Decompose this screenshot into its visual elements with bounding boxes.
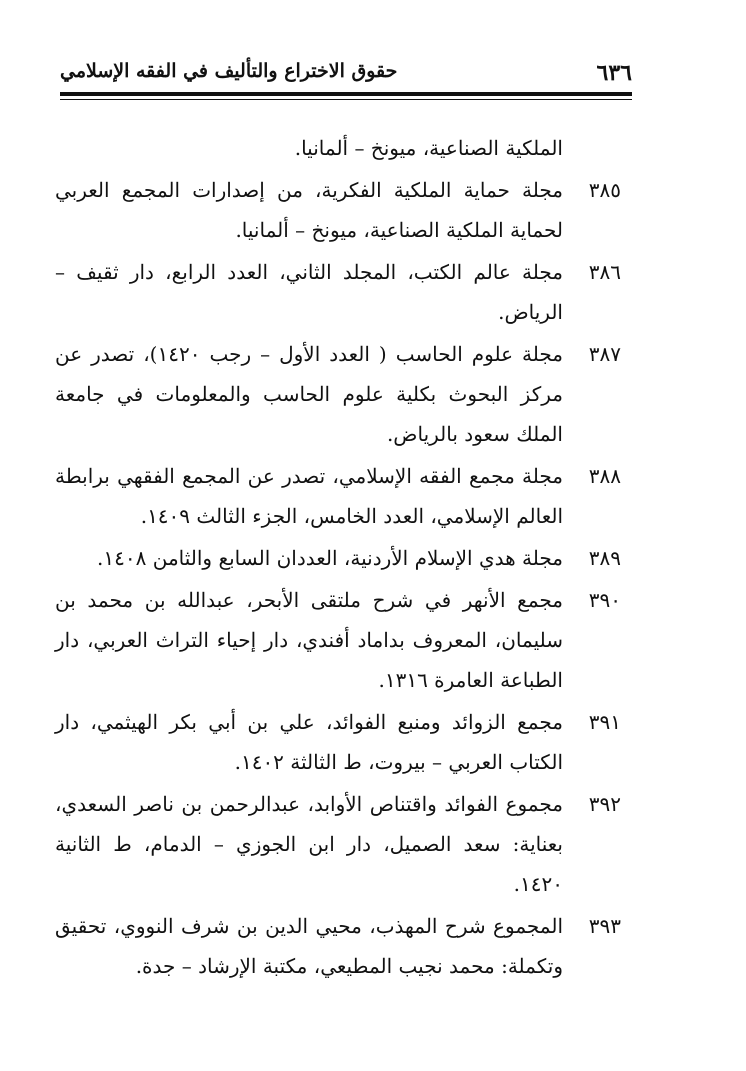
entry-text: مجلة حماية الملكية الفكرية، من إصدارات المجمع العربي لحماية الملكية الصناعية، ميونخ – ألمانيا.: [55, 178, 563, 242]
entry-number: ٣٨٦: [588, 260, 621, 284]
entry-text: مجمع الزوائد ومنبع الفوائد، علي بن أبي بكر الهيثمي، دار الكتاب العربي – بيروت، ط الثالثة ١٤٠٢.: [55, 710, 563, 774]
bibliography-entry: [55, 702, 635, 782]
entry-text: الملكية الصناعية، ميونخ – ألمانيا.: [294, 136, 563, 160]
entry-number: ٣٨٧: [588, 342, 621, 366]
header-rule-thin: [60, 99, 632, 100]
bibliography-entry: [55, 334, 635, 454]
entry-text: مجلة مجمع الفقه الإسلامي، تصدر عن المجمع الفقهي برابطة العالم الإسلامي، العدد الخامس، الجزء الثالث ١٤٠٩.: [55, 464, 563, 528]
entry-number: ٣٩٠: [588, 588, 621, 612]
bibliography-entry: [55, 906, 635, 986]
entry-text: مجلة هدي الإسلام الأردنية، العددان السابع والثامن ١٤٠٨.: [97, 546, 563, 570]
entry-number: ٣٩١: [588, 710, 621, 734]
entry-text: مجلة عالم الكتب، المجلد الثاني، العدد الرابع، دار ثقيف – الرياض.: [55, 260, 563, 324]
bibliography-entry: [55, 580, 635, 700]
bibliography-list: [55, 128, 635, 988]
page-number: ٦٣٦: [596, 60, 632, 86]
entry-text: مجموع الفوائد واقتناص الأوابد، عبدالرحمن بن ناصر السعدي، بعناية: سعد الصميل، دار ابن الجوزي – الدمام، ط الثانية ١٤٢٠.: [55, 792, 563, 896]
bibliography-entry: [55, 170, 635, 250]
entry-text: مجلة علوم الحاسب ( العدد الأول – رجب ١٤٢٠)، تصدر عن مركز البحوث بكلية علوم الحاسب والمعلومات في جامعة الملك سعود بالرياض.: [55, 342, 564, 446]
running-title: حقوق الاختراع والتأليف في الفقه الإسلامي: [60, 60, 398, 82]
header-rule-thick: [60, 92, 632, 96]
bibliography-entry: [55, 784, 635, 904]
page-header: [60, 52, 632, 92]
bibliography-entry: [55, 128, 635, 168]
bibliography-entry: [55, 538, 635, 578]
entry-number: ٣٩٢: [588, 792, 621, 816]
entry-number: ٣٩٣: [588, 914, 621, 938]
bibliography-entry: [55, 252, 635, 332]
bibliography-entry: [55, 456, 635, 536]
entry-number: ٣٨٩: [588, 546, 621, 570]
entry-text: المجموع شرح المهذب، محيي الدين بن شرف النووي، تحقيق وتكملة: محمد نجيب المطيعي، مكتبة الإرشاد – جدة.: [55, 914, 563, 978]
entry-number: ٣٨٥: [588, 178, 621, 202]
entry-text: مجمع الأنهر في شرح ملتقى الأبحر، عبدالله بن محمد بن سليمان، المعروف بداماد أفندي، دار إحياء التراث العربي، دار الطباعة العامرة ١٣١٦.: [55, 588, 563, 692]
entry-number: ٣٨٨: [588, 464, 621, 488]
